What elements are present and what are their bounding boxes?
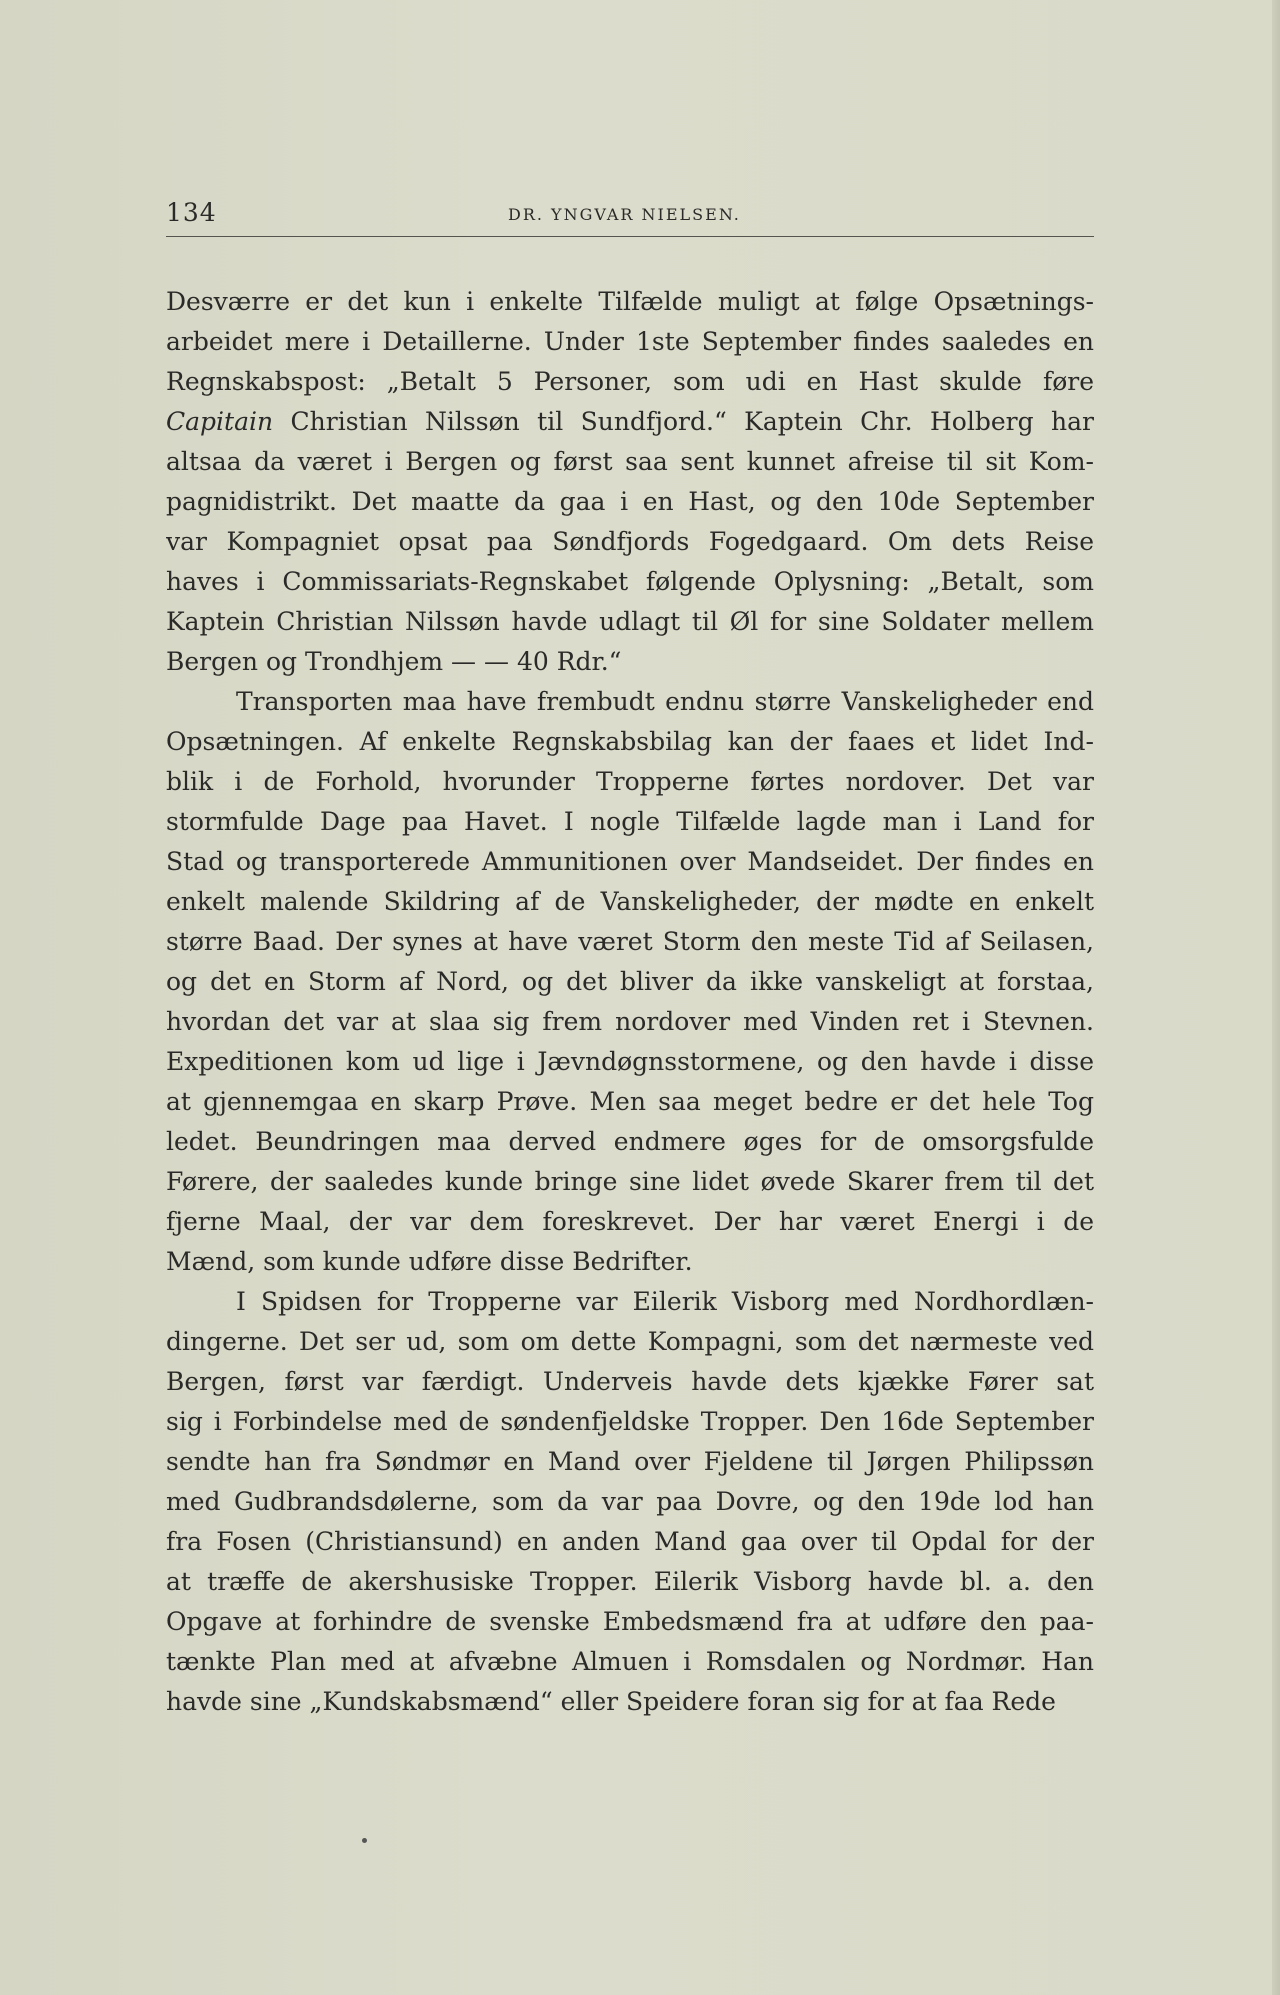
page-edge — [1272, 0, 1280, 1995]
text-line: Opsætningen. Af enkelte Regnskabsbilag kan der faaes et lidet Ind- — [166, 727, 1094, 756]
text-line: at træffe de akershusiske Tropper. Eilerik Visborg havde bl. a. den — [166, 1567, 1094, 1596]
text-line: Førere, der saaledes kunde bringe sine lidet øvede Skarer frem til det — [166, 1167, 1094, 1196]
page-number: 134 — [166, 198, 217, 227]
text-line: større Baad. Der synes at have været Storm den meste Tid af Seilasen, — [166, 927, 1094, 956]
text-line: Bergen, først var færdigt. Underveis havde dets kjække Fører sat — [166, 1367, 1094, 1396]
text-line: sig i Forbindelse med de søndenfjeldske Tropper. Den 16de September — [166, 1407, 1094, 1436]
body-text — [166, 282, 1094, 1722]
text-line: og det en Storm af Nord, og det bliver da ikke vanskeligt at forstaa, — [166, 967, 1094, 996]
text-line: Capitain Christian Nilssøn til Sundfjord.“ Kaptein Chr. Holberg har — [166, 407, 1094, 436]
text-line: hvordan det var at slaa sig frem nordover med Vinden ret i Stevnen. — [166, 1007, 1094, 1036]
text-line: fjerne Maal, der var dem foreskrevet. Der har været Energi i de — [166, 1207, 1094, 1236]
text-line: Desværre er det kun i enkelte Tilfælde muligt at følge Opsætnings- — [166, 287, 1094, 316]
text-line: Mænd, som kunde udføre disse Bedrifter. — [166, 1247, 693, 1276]
text-line: blik i de Forhold, hvorunder Tropperne førtes nordover. Det var — [166, 767, 1094, 796]
text-line: dingerne. Det ser ud, som om dette Kompagni, som det nærmeste ved — [166, 1327, 1094, 1356]
text-line: Expeditionen kom ud lige i Jævndøgnsstormene, og den havde i disse — [166, 1047, 1094, 1076]
text-line: sendte han fra Søndmør en Mand over Fjeldene til Jørgen Philipssøn — [166, 1447, 1094, 1476]
text-line: altsaa da været i Bergen og først saa sent kunnet afreise til sit Kom- — [166, 447, 1094, 476]
text-line: at gjennemgaa en skarp Prøve. Men saa meget bedre er det hele Tog — [166, 1087, 1094, 1116]
text-line: haves i Commissariats-Regnskabet følgende Oplysning: „Betalt, som — [166, 567, 1094, 596]
text-line: Kaptein Christian Nilssøn havde udlagt til Øl for sine Soldater mellem — [166, 607, 1094, 636]
text-line: enkelt malende Skildring af de Vanskeligheder, der mødte en enkelt — [166, 887, 1094, 916]
text-line: Opgave at forhindre de svenske Embedsmænd fra at udføre den paa- — [166, 1607, 1094, 1636]
text-line: med Gudbrandsdølerne, som da var paa Dovre, og den 19de lod han — [166, 1487, 1094, 1516]
text-line: Stad og transporterede Ammunitionen over Mandseidet. Der findes en — [166, 847, 1094, 876]
text-line: var Kompagniet opsat paa Søndfjords Fogedgaard. Om dets Reise — [166, 527, 1094, 556]
italic-word: Capitain — [166, 407, 274, 436]
text-line: Transporten maa have frembudt endnu større Vanskeligheder end — [236, 687, 1094, 716]
running-head: DR. YNGVAR NIELSEN. — [508, 205, 741, 224]
text-line: tænkte Plan med at afvæbne Almuen i Romsdalen og Nordmør. Han — [166, 1647, 1094, 1676]
ink-speck — [362, 1838, 367, 1843]
text-line: fra Fosen (Christiansund) en anden Mand gaa over til Opdal for der — [166, 1527, 1094, 1556]
text-line: havde sine „Kundskabsmænd“ eller Speidere foran sig for at faa Rede — [166, 1687, 1056, 1716]
text-line: stormfulde Dage paa Havet. I nogle Tilfælde lagde man i Land for — [166, 807, 1094, 836]
text-line: Regnskabspost: „Betalt 5 Personer, som udi en Hast skulde føre — [166, 367, 1094, 396]
paragraph — [166, 1282, 1094, 1722]
text-line: ledet. Beundringen maa derved endmere øges for de omsorgsfulde — [166, 1127, 1094, 1156]
paragraph — [166, 682, 1094, 1282]
text-line: I Spidsen for Tropperne var Eilerik Visborg med Nordhordlæn- — [236, 1287, 1094, 1316]
page-header — [166, 196, 1094, 237]
paragraph — [166, 282, 1094, 682]
text-line: pagnidistrikt. Det maatte da gaa i en Hast, og den 10de September — [166, 487, 1094, 516]
text-line: arbeidet mere i Detaillerne. Under 1ste September findes saaledes en — [166, 327, 1094, 356]
text-line: Bergen og Trondhjem — — 40 Rdr.“ — [166, 647, 622, 676]
